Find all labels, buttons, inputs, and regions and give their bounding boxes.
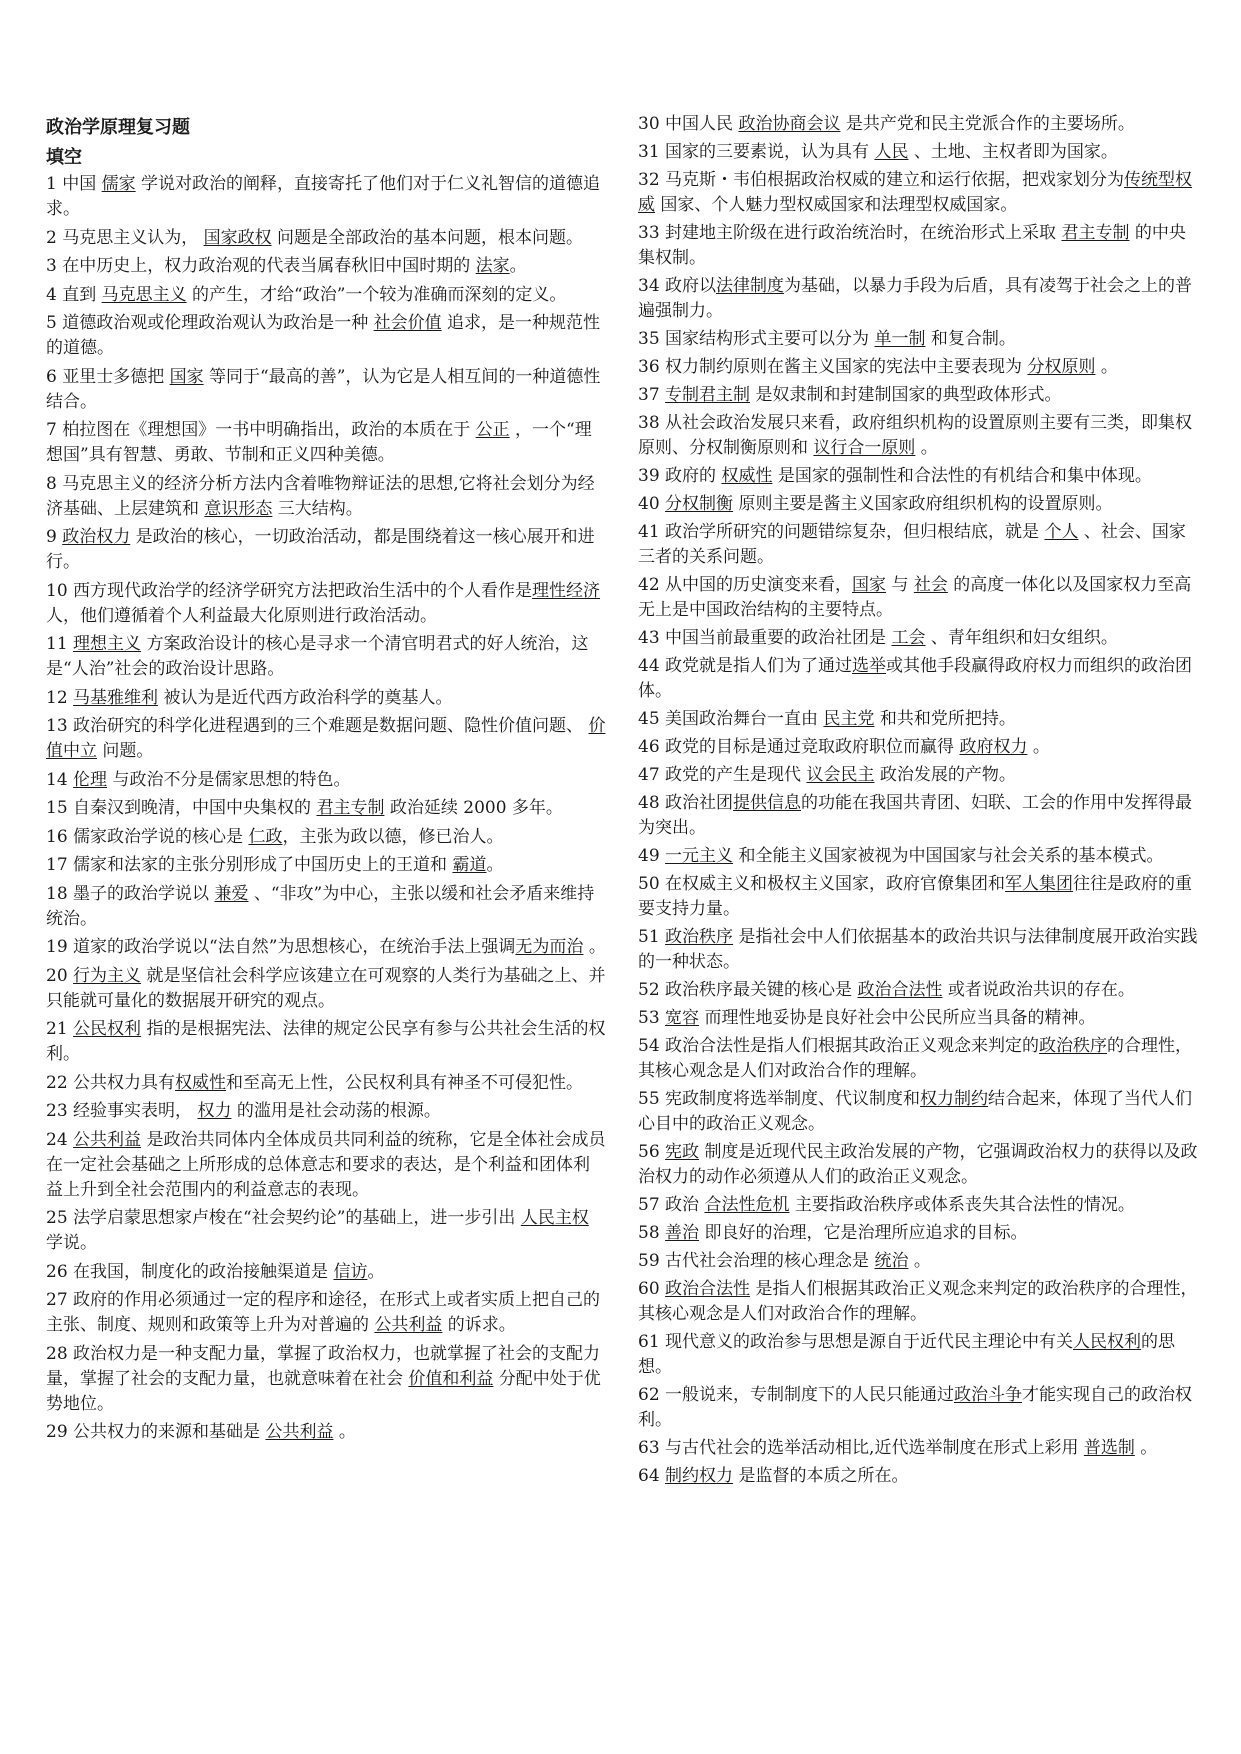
- answer-blank: 君主专制: [1061, 223, 1130, 243]
- section-heading: 填空: [46, 147, 82, 168]
- answer-blank: 人民主权: [520, 1208, 589, 1228]
- question-text: 是共产党和民主党派合作的主要场所。: [840, 114, 1135, 134]
- answer-blank: 政治合法性: [665, 1279, 751, 1299]
- question-item: [638, 978, 1198, 1003]
- answer-blank: 公共利益: [374, 1315, 443, 1335]
- question-text: 、土地、主权者即为国家。: [908, 142, 1118, 162]
- question-text: 而理性地妥协是良好社会中公民所应当具备的精神。: [699, 1008, 1096, 1028]
- question-text: 29 公共权力的来源和基础是: [46, 1422, 266, 1442]
- answer-blank: 议会民主: [806, 765, 875, 785]
- question-item: [46, 283, 606, 308]
- question-item: [638, 626, 1198, 651]
- question-text: 27 政府的作用必须通过一定的程序和途径，在形式上或者实质上把自己的主张、制度、规则和政策等上升为对普遍的: [46, 1290, 601, 1335]
- question-text: 19 道家的政治学说以“法自然”为思想核心，在统治手法上强调: [46, 937, 516, 957]
- question-text: 51: [638, 927, 666, 947]
- question-text: 的思想。: [638, 1332, 1176, 1377]
- answer-blank: 制约权力: [665, 1466, 734, 1486]
- question-item: [638, 1193, 1198, 1218]
- question-text: 追求，是一种规范性的道德。: [46, 313, 601, 358]
- question-text: 46 政党的目标是通过竞取政府职位而赢得: [638, 737, 960, 757]
- question-text: 、“非攻”为中心，主张以缓和社会矛盾来维持统治。: [46, 883, 595, 929]
- answer-blank: 人民: [874, 142, 909, 162]
- question-item: [46, 964, 606, 1014]
- question-text: 57 政治: [638, 1195, 705, 1215]
- question-item: [46, 172, 606, 222]
- question-text: 问题是全部政治的基本问题，根本问题。: [271, 227, 584, 248]
- answer-blank: 专制君主制: [665, 385, 751, 405]
- answer-blank: 公民权利: [73, 1019, 142, 1039]
- document-title: 政治学原理复习题: [46, 117, 190, 138]
- answer-blank: 军人集团: [1005, 874, 1074, 894]
- question-text: 52 政治秩序最关键的核心是: [638, 980, 858, 1000]
- question-item: [638, 383, 1198, 408]
- question-item: [638, 464, 1198, 489]
- question-item: [638, 791, 1198, 841]
- answer-blank: 统治: [874, 1251, 909, 1271]
- question-item: [46, 226, 606, 251]
- question-item: [46, 796, 606, 821]
- question-text: 是监督的本质之所在。: [733, 1466, 909, 1486]
- answer-blank: 法律制度: [716, 276, 785, 296]
- question-text: 25 法学启蒙思想家卢梭在“社会契约论”的基础上，进一步引出: [46, 1208, 521, 1228]
- question-text: 38 从社会政治发展只来看，政府组织机构的设置原则主要有三类，即集权原则、分权制衡原则和: [638, 413, 1193, 458]
- answer-blank: 国家: [852, 575, 887, 595]
- question-item: [638, 492, 1198, 517]
- question-item: [46, 254, 606, 279]
- question-item: [46, 1128, 606, 1203]
- question-item: [638, 1383, 1198, 1433]
- question-item: [638, 654, 1198, 704]
- question-item: [46, 418, 606, 468]
- question-item: [638, 274, 1198, 324]
- answer-blank: 人民权利: [1073, 1332, 1142, 1352]
- question-text: 56: [638, 1142, 666, 1162]
- question-text: 30 中国人民: [638, 114, 739, 134]
- answer-blank: 信访: [333, 1261, 368, 1282]
- answer-blank: 善治: [665, 1223, 700, 1243]
- question-text: 的诉求。: [442, 1315, 516, 1335]
- question-text: 58: [638, 1223, 666, 1243]
- question-text: 是政治共同体内全体成员共同利益的统称，它是全体社会成员在一定社会基础之上所形成的总体意志和要求的表达，是个利益和团体利益上升到全社会范围内的利益意志的表现。: [46, 1129, 606, 1200]
- question-item: [638, 872, 1198, 922]
- right-column: [638, 112, 1198, 1492]
- question-text: 即良好的治理，它是治理所应追求的目标。: [699, 1223, 1028, 1243]
- answer-blank: 理想主义: [73, 634, 142, 654]
- question-item: [638, 1221, 1198, 1246]
- question-text: 。: [1095, 357, 1118, 377]
- answer-blank: 政治斗争: [954, 1385, 1023, 1405]
- question-item: [638, 1436, 1198, 1461]
- question-text: 是奴隶制和封建制国家的典型政体形式。: [750, 385, 1062, 405]
- question-text: 36 权力制约原则在酱主义国家的宪法中主要表现为: [638, 357, 1028, 377]
- answer-blank: 法家: [475, 256, 510, 276]
- question-text: 8 马克思主义的经济分析方法内含着唯物辩证法的思想,它将社会划分为经济基础、上层建筑和: [46, 473, 595, 519]
- answer-blank: 传统型权威: [638, 170, 1193, 215]
- question-text: 问题。: [97, 741, 154, 761]
- question-text: 64: [638, 1466, 666, 1486]
- answer-blank: 公共利益: [73, 1129, 142, 1150]
- answer-blank: 权威性: [175, 1072, 227, 1093]
- question-item: [46, 1099, 606, 1124]
- question-text: 被认为是近代西方政治科学的奠基人。: [158, 687, 453, 708]
- question-item: [46, 768, 606, 793]
- question-item: [46, 1342, 606, 1417]
- question-text: 41 政治学所研究的问题错综复杂，但归根结底，就是: [638, 522, 1045, 542]
- answer-blank: 君主专制: [316, 798, 385, 818]
- question-text: 的中央集权制。: [638, 223, 1186, 268]
- question-item: [46, 1017, 606, 1067]
- question-text: 与政治不分是儒家思想的特色。: [107, 769, 351, 790]
- question-text: 11: [46, 634, 74, 654]
- question-item: [46, 311, 606, 361]
- question-text: 。: [367, 1261, 385, 1282]
- answer-blank: 分权制衡: [665, 494, 734, 514]
- question-item: [46, 1071, 606, 1096]
- question-text: 为基础，以暴力手段为后盾，具有凌驾于社会之上的普遍强制力。: [638, 276, 1193, 321]
- question-text: 制度是近现代民主政治发展的产物，它强调政治权力的获得以及政治权力的动作必须遵从人们的政治正义观念。: [638, 1142, 1198, 1187]
- question-item: [46, 365, 606, 415]
- question-item: [46, 714, 606, 764]
- left-question-list: [46, 172, 606, 1445]
- question-item: [638, 1464, 1198, 1489]
- question-text: 55 宪政制度将选举制度、代议制度和: [638, 1089, 921, 1109]
- question-text: 和全能主义国家被视为中国国家与社会关系的基本模式。: [733, 846, 1164, 866]
- question-text: 分配中处于优势地位。: [46, 1368, 601, 1414]
- question-text: 31 国家的三要素说，认为具有: [638, 142, 875, 162]
- answer-blank: 国家: [169, 366, 204, 387]
- question-item: [638, 112, 1198, 137]
- question-text: 53: [638, 1008, 666, 1028]
- answer-blank: 政治秩序: [665, 927, 734, 947]
- question-text: 23 经验事实表明，: [46, 1101, 198, 1121]
- question-item: [638, 1006, 1198, 1031]
- question-item: [46, 935, 606, 960]
- question-text: 是指人们根据其政治正义观念来判定的政治秩序的合理性，其核心观念是人们对政治合作的理解。: [638, 1279, 1198, 1324]
- question-text: 的产生，才给“政治”一个较为准确而深刻的定义。: [186, 284, 567, 305]
- answer-blank: 宪政: [665, 1142, 700, 1162]
- question-text: 结合起来，体现了当代人们心目中的政治正义观念。: [638, 1089, 1193, 1134]
- question-text: 。: [583, 937, 606, 957]
- question-text: 三大结构。: [272, 498, 363, 519]
- answer-blank: 民主党: [823, 709, 875, 729]
- question-text: 17 儒家和法家的主张分别形成了中国历史上的王道和: [46, 855, 453, 875]
- question-text: 往往是政府的重要支持力量。: [638, 874, 1193, 919]
- answer-blank: 社会价值: [373, 313, 442, 333]
- question-item: [46, 525, 606, 575]
- question-text: 指的是根据宪法、法律的规定公民享有参与公共社会生活的权利。: [46, 1019, 606, 1064]
- left-column: [46, 114, 606, 1449]
- question-text: 或其他手段赢得政府权力而组织的政治团体。: [638, 656, 1193, 701]
- answer-blank: 社会: [913, 575, 948, 595]
- question-text: 政治延续 2000 多年。: [384, 798, 563, 818]
- question-text: 4 直到: [46, 284, 102, 305]
- question-text: 35 国家结构形式主要可以分为: [638, 329, 875, 349]
- question-item: [46, 579, 606, 629]
- answer-blank: 兼爱: [214, 883, 249, 904]
- question-text: 就是坚信社会科学应该建立在可观察的人类行为基础之上、并只能就可量化的数据展开研究的观点。: [46, 965, 606, 1011]
- answer-blank: 公共利益: [265, 1422, 334, 1442]
- question-text: 44 政党就是指人们为了通过: [638, 656, 853, 676]
- question-text: 33 封建地主阶级在进行政治统治时，在统治形式上采取: [638, 223, 1062, 243]
- answer-blank: 选举: [852, 656, 887, 676]
- question-text: 22 公共权力具有: [46, 1072, 176, 1093]
- question-text: 13 政治研究的科学化进程遇到的三个难题是数据问题、隐性价值问题、: [46, 716, 589, 736]
- question-text: 49: [638, 846, 666, 866]
- question-text: 。: [1134, 1438, 1158, 1458]
- question-item: [46, 882, 606, 932]
- answer-blank: 个人: [1044, 522, 1079, 542]
- question-text: 和共和党所把持。: [874, 709, 1016, 729]
- question-text: 才能实现自己的政治权利。: [638, 1385, 1193, 1430]
- answer-blank: 伦理: [73, 769, 108, 790]
- question-item: [638, 844, 1198, 869]
- question-text: 。: [333, 1422, 356, 1442]
- question-text: 45 美国政治舞台一直由: [638, 709, 824, 729]
- right-question-list: [638, 112, 1198, 1489]
- question-text: 5 道德政治观或伦理政治观认为政治是一种: [46, 313, 374, 333]
- question-text: 是国家的强制性和合法性的有机结合和集中体现。: [772, 466, 1152, 486]
- question-text: 43 中国当前最重要的政治社团是: [638, 628, 892, 648]
- question-item: [46, 632, 606, 682]
- question-text: 28 政治权力是一种支配力量，掌握了政治权力，也就掌握了社会的支配力量，掌握了社会的支配力量，也就意味着在社会: [46, 1343, 601, 1389]
- question-text: 和至高无上性，公民权利具有神圣不可侵犯性。: [226, 1072, 584, 1093]
- question-text: 7 柏拉图在《理想国》一书中明确指出，政治的本质在于: [46, 420, 476, 440]
- question-text: 的高度一体化以及国家权力至高无上是中国政治结构的主要特点。: [638, 575, 1192, 620]
- question-text: 的功能在我国共青团、妇联、工会的作用中发挥得最为突出。: [638, 793, 1193, 838]
- question-item: [638, 735, 1198, 760]
- question-text: 的合理性，其核心观念是人们对政治合作的理解。: [638, 1036, 1193, 1081]
- question-text: 63 与古代社会的选举活动相比,近代选举制度在形式上彩用: [638, 1438, 1084, 1458]
- question-text: 是指社会中人们依据基本的政治共识与法律制度展开政治实践的一种状态。: [638, 927, 1198, 972]
- question-text: 42 从中国的历史演变来看，: [638, 575, 853, 595]
- question-text: 9: [46, 527, 63, 547]
- question-item: [638, 573, 1198, 623]
- question-text: 。: [486, 855, 504, 875]
- question-text: 59 古代社会治理的核心理念是: [638, 1251, 875, 1271]
- answer-blank: 理性经济: [532, 580, 601, 601]
- question-text: 50 在权威主义和极权主义国家，政府官僚集团和: [638, 874, 1006, 894]
- answer-blank: 国家政权: [203, 227, 272, 248]
- question-item: [46, 1260, 606, 1285]
- question-text: 48 政治社团: [638, 793, 734, 813]
- question-text: 12: [46, 687, 74, 708]
- question-text: ，一个“理想国”具有智慧、勇敢、节制和正义四种美德。: [46, 420, 592, 465]
- question-text: 和复合制。: [925, 329, 1016, 349]
- question-text: 16 儒家政治学说的核心是: [46, 826, 249, 847]
- question-text: 与: [886, 575, 914, 595]
- question-text: 54 政治合法性是指人们根据其政治正义观念来判定的: [638, 1036, 1040, 1056]
- question-item: [46, 1206, 606, 1256]
- question-text: 26 在我国，制度化的政治接触渠道是: [46, 1261, 334, 1282]
- question-item: [46, 1288, 606, 1338]
- question-text: 的滥用是社会动荡的根源。: [231, 1101, 441, 1121]
- question-text: 国家、个人魅力型权威国家和法理型权威国家。: [655, 195, 1018, 215]
- answer-blank: 价值中立: [46, 716, 606, 761]
- question-text: 18 墨子的政治学说以: [46, 883, 215, 904]
- question-text: 等同于“最高的善”，认为它是人相互间的一种道德性结合。: [46, 366, 601, 412]
- question-text: 37: [638, 385, 666, 405]
- question-text: 政治发展的产物。: [874, 765, 1016, 785]
- question-item: [46, 853, 606, 878]
- question-text: 。: [1027, 737, 1050, 757]
- answer-blank: 工会: [891, 628, 926, 648]
- answer-blank: 行为主义: [73, 965, 142, 986]
- question-item: [46, 472, 606, 522]
- answer-blank: 单一制: [874, 329, 926, 349]
- question-text: ，主张为政以德，修已治人。: [282, 826, 504, 847]
- question-item: [638, 221, 1198, 271]
- question-item: [638, 411, 1198, 461]
- answer-blank: 宽容: [665, 1008, 700, 1028]
- question-item: [638, 140, 1198, 165]
- answer-blank: 权力: [197, 1101, 232, 1121]
- question-item: [638, 763, 1198, 788]
- question-text: 或者说政治共识的存在。: [942, 980, 1135, 1000]
- question-text: 学说。: [46, 1233, 97, 1253]
- question-item: [638, 168, 1198, 218]
- answer-blank: 政治合法性: [857, 980, 943, 1000]
- answer-blank: 分权原则: [1027, 357, 1096, 377]
- question-text: 人，他们遵循着个人利益最大化原则进行政治活动。: [46, 605, 437, 626]
- answer-blank: 权威性: [721, 466, 773, 486]
- answer-blank: 意识形态: [204, 498, 273, 519]
- question-text: 21: [46, 1019, 74, 1039]
- question-item: [638, 707, 1198, 732]
- question-item: [638, 1249, 1198, 1274]
- question-text: 方案政治设计的核心是寻求一个清官明君式的好人统治，这是“人治”社会的政治设计思路。: [46, 634, 589, 679]
- answer-blank: 无为而治: [515, 937, 584, 957]
- question-text: 39 政府的: [638, 466, 722, 486]
- question-text: 。: [509, 256, 527, 276]
- question-text: 20: [46, 965, 74, 986]
- question-item: [638, 1330, 1198, 1380]
- question-text: 、社会、国家三者的关系问题。: [638, 522, 1186, 567]
- question-item: [638, 1277, 1198, 1327]
- answer-blank: 提供信息: [733, 793, 802, 813]
- answer-blank: 政治秩序: [1039, 1036, 1108, 1056]
- question-item: [46, 1420, 606, 1445]
- question-text: 61 现代意义的政治参与思想是源自于近代民主理论中有关: [638, 1332, 1074, 1352]
- question-item: [638, 520, 1198, 570]
- question-text: 15 自秦汉到晚清，中国中央集权的: [46, 798, 317, 818]
- answer-blank: 马基雅维利: [73, 687, 159, 708]
- answer-blank: 政府权力: [959, 737, 1028, 757]
- answer-blank: 儒家: [101, 174, 136, 194]
- answer-blank: 普选制: [1083, 1438, 1135, 1458]
- answer-blank: 议行合一原则: [813, 438, 916, 458]
- question-text: 原则主要是酱主义国家政府组织机构的设置原则。: [733, 494, 1113, 514]
- question-text: 60: [638, 1279, 666, 1299]
- question-text: 3 在中历史上，权力政治观的代表当属春秋旧中国时期的: [46, 256, 476, 276]
- answer-blank: 政治协商会议: [738, 114, 841, 134]
- question-text: 学说对政治的阐释，直接寄托了他们对于仁义礼智信的道德追求。: [46, 174, 601, 219]
- answer-blank: 仁政: [248, 826, 283, 847]
- question-text: 1 中国: [46, 174, 102, 194]
- question-item: [46, 686, 606, 711]
- answer-blank: 霸道: [452, 855, 487, 875]
- question-text: 62 一般说来，专制制度下的人民只能通过: [638, 1385, 955, 1405]
- question-text: 32 马克斯・韦伯根据政治权威的建立和运行依据，把戏家划分为: [638, 170, 1125, 190]
- question-text: 。: [908, 1251, 931, 1271]
- question-item: [638, 925, 1198, 975]
- question-item: [638, 327, 1198, 352]
- question-text: 40: [638, 494, 666, 514]
- question-text: 2 马克思主义认为，: [46, 227, 204, 248]
- question-text: 主要指政治秩序或体系丧失其合法性的情况。: [789, 1195, 1135, 1215]
- question-item: [638, 1140, 1198, 1190]
- answer-blank: 一元主义: [665, 846, 734, 866]
- question-text: 14: [46, 769, 74, 790]
- question-text: 。: [915, 438, 938, 458]
- answer-blank: 政治权力: [62, 527, 131, 547]
- answer-blank: 马克思主义: [101, 284, 187, 305]
- answer-blank: 权力制约: [920, 1089, 989, 1109]
- question-text: 24: [46, 1129, 74, 1150]
- question-text: 6 亚里士多德把: [46, 366, 170, 387]
- question-text: 是政治的核心，一切政治活动，都是围绕着这一核心展开和进行。: [46, 527, 595, 572]
- question-text: 34 政府以: [638, 276, 717, 296]
- question-item: [638, 355, 1198, 380]
- question-text: 、青年组织和妇女组织。: [925, 628, 1118, 648]
- question-item: [46, 825, 606, 850]
- question-item: [638, 1034, 1198, 1084]
- question-text: 47 政党的产生是现代: [638, 765, 807, 785]
- answer-blank: 公正: [475, 420, 510, 440]
- question-item: [638, 1087, 1198, 1137]
- question-text: 10 西方现代政治学的经济学研究方法把政治生活中的个人看作是: [46, 580, 533, 601]
- answer-blank: 合法性危机: [704, 1195, 790, 1215]
- answer-blank: 价值和利益: [408, 1368, 494, 1389]
